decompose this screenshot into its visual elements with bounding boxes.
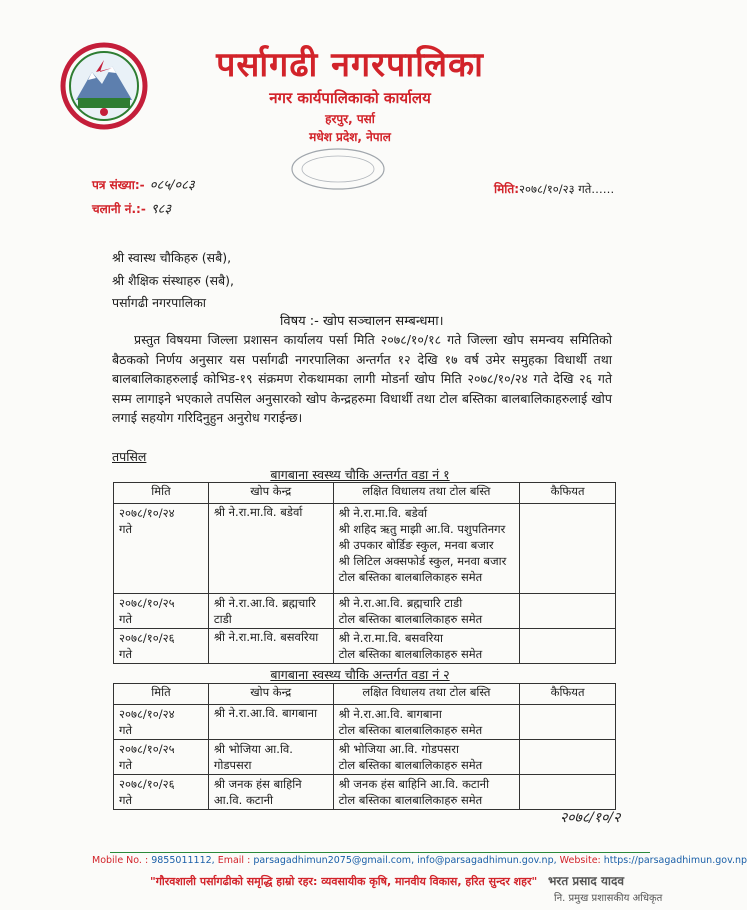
section2-title: बागबाना स्वस्थ्य चौकि अन्तर्गत वडा नं २ <box>270 667 450 682</box>
row-targets: श्री जनक हंस बाहिनि आ.वि. कटानी टोल बस्तिका बालबालिकाहरु समेत <box>333 775 520 810</box>
org-name: पर्सागढी नगरपालिका <box>216 45 484 85</box>
row-date: २०७८/१०/२६ गते <box>114 629 209 664</box>
row-targets: श्री ने.रा.आ.वि. बागबाना टोल बस्तिका बालबालिकाहरु समेत <box>333 705 520 740</box>
letter-body: प्रस्तुत विषयमा जिल्ला प्रशासन कार्यालय पर्सा मिति २०७८/१०/१८ गते जिल्ला खोप समन्वय समितिको बैठकको निर्णय अनुसार यस पर्सागढी नगरपालिका अन्तर्गत १२ देखि १७ वर्ष उमेर समुहका विधार्थी तथा बालबालिकाहरुलाई कोभिड-१९ संक्रमण रोकथामका लागी मोडर्ना खोप मिति २०७८/१०/२४ गते देखि २६ गते सम्म लागाइने भएकाले तपसिल अनुसारको खोप केन्द्रहरुमा विधार्थी तथा टोल बस्तिका बालबालिकाहरुलाई खोप लगाई सहयोग गरिदिनुहुन अनुरोध गराईन्छ। <box>112 332 612 425</box>
patra-sankhya-value: ०८५/०८३ <box>149 178 195 193</box>
chalani-number: चलानी नं.:- ९८३ <box>92 202 172 217</box>
row-date: २०७८/१०/२५ गते <box>114 740 209 775</box>
row-date: २०७८/१०/२६ गते <box>114 775 209 810</box>
table-row <box>114 629 616 664</box>
tapasil-heading: तपसिल <box>112 449 147 464</box>
row-date: २०७८/१०/२५ गते <box>114 594 209 629</box>
office-province: मधेश प्रदेश, नेपाल <box>309 130 391 144</box>
patra-sankhya: पत्र संख्या:- ०८५/०८३ <box>92 178 195 193</box>
table-row <box>114 705 616 740</box>
row-remarks <box>520 629 616 664</box>
header-date: मिति <box>114 684 209 705</box>
header-date: मिति <box>114 483 209 504</box>
footer-divider <box>110 852 650 853</box>
row-center: श्री ने.रा.आ.वि. बागबाना <box>208 705 333 740</box>
letter-date: मिति:२०७८/१०/२३ गते…… <box>494 182 615 196</box>
row-center: श्री ने.रा.मा.वि. बडेर्वा <box>208 504 333 594</box>
header-targets: लक्षित विधालय तथा टोल बस्ति <box>333 483 520 504</box>
signature-scribble: २०७८/१०/२ <box>560 810 621 826</box>
row-remarks <box>520 504 616 594</box>
table-header-row <box>114 684 616 705</box>
section1-title: बागबाना स्वस्थ्य चौकि अन्तर्गत वडा नं १ <box>270 467 450 482</box>
row-targets: श्री भोजिया आ.वि. गोडपसरा टोल बस्तिका बालबालिकाहरु समेत <box>333 740 520 775</box>
row-center: श्री जनक हंस बाहिनि आ.वि. कटानी <box>208 775 333 810</box>
row-center: श्री ने.रा.मा.वि. बसवरिया <box>208 629 333 664</box>
row-date: २०७८/१०/२४ गते <box>114 705 209 740</box>
footer-contact: Mobile No. : 9855011112, Email : parsagadhimun2075@gmail.com, info@parsagadhimun.gov.np, Website: https://parsagadhimun.gov.np <box>92 855 747 866</box>
letter-date-value: २०७८/१०/२३ गते…… <box>519 182 615 196</box>
row-targets: श्री ने.रा.आ.वि. ब्रह्मचारि टाडी टोल बस्तिका बालबालिकाहरु समेत <box>333 594 520 629</box>
footer-slogan: "गौरवशाली पर्सागढीको समृद्धि हाम्रो रहर: व्यवसायीक कृषि, मानवीय विकास, हरित सुन्दर शहर" <box>150 875 538 888</box>
row-center: श्री भोजिया आ.वि. गोडपसरा <box>208 740 333 775</box>
chalani-number-value: ९८३ <box>150 202 172 217</box>
footer-website[interactable]: https://parsagadhimun.gov.np <box>603 855 747 866</box>
row-date: २०७८/१०/२४ गते <box>114 504 209 594</box>
signatory-name: भरत प्रसाद यादव <box>548 874 625 888</box>
office-name: नगर कार्यपालिकाको कार्यालय <box>269 89 431 107</box>
table-row <box>114 504 616 594</box>
row-remarks <box>520 594 616 629</box>
addressee-line: श्री स्वास्थ चौकिहरु (सबै), <box>112 250 232 265</box>
row-center: श्री ने.रा.आ.वि. ब्रह्मचारि टाडी <box>208 594 333 629</box>
header-center: खोप केन्द्र <box>208 684 333 705</box>
addressee-line: श्री शैक्षिक संस्थाहरु (सबै), <box>112 273 235 288</box>
row-targets: श्री ने.रा.मा.वि. बसवरिया टोल बस्तिका बालबालिकाहरु समेत <box>333 629 520 664</box>
header-center: खोप केन्द्र <box>208 483 333 504</box>
signatory-post: नि. प्रमुख प्रशासकीय अधिकृत <box>554 893 663 904</box>
row-remarks <box>520 740 616 775</box>
header-remarks: कैफियत <box>520 684 616 705</box>
nepal-emblem-logo <box>60 42 148 130</box>
table-row <box>114 594 616 629</box>
office-address: हरपुर, पर्सा <box>325 112 375 126</box>
vaccination-table-ward1 <box>113 482 616 664</box>
row-targets: श्री ने.रा.मा.वि. बडेर्वा श्री शहिद ऋतु माझी आ.वि. पशुपतिनगर श्री उपकार बोर्डिङ स्कुल, मनवा बजार श्री लिटिल अक्सफोर्ड स्कुल, मनवा बजार टोल बस्तिका बालबालिकाहरु समेत <box>333 504 520 594</box>
table-row <box>114 775 616 810</box>
header-remarks: कैफियत <box>520 483 616 504</box>
addressee-line: पर्सागढी नगरपालिका <box>112 295 207 310</box>
vaccination-table-ward2 <box>113 683 616 810</box>
row-remarks <box>520 705 616 740</box>
header-targets: लक्षित विधालय तथा टोल बस्ति <box>333 684 520 705</box>
footer-mobile: 9855011112, <box>151 855 215 866</box>
row-remarks <box>520 775 616 810</box>
office-stamp <box>288 146 388 192</box>
table-header-row <box>114 483 616 504</box>
footer-email: parsagadhimun2075@gmail.com, info@parsagadhimun.gov.np, <box>253 855 557 866</box>
table-row <box>114 740 616 775</box>
letter-subject: विषय :- खोप सञ्चालन सम्बन्धमा। <box>280 314 444 329</box>
